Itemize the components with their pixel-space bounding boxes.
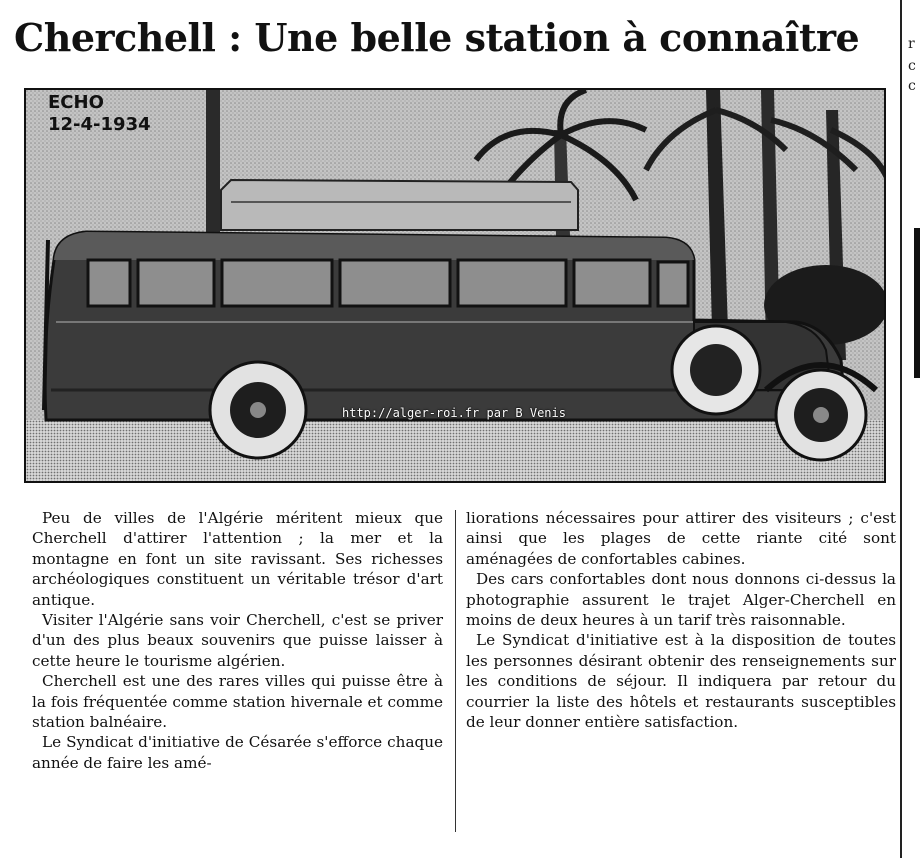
bus-photograph	[24, 88, 886, 483]
vintage-bus-photo	[26, 90, 886, 483]
paragraph: Peu de villes de l'Algérie méritent mieux que Cherchell d'attirer l'attention ; la mer et la montagne en font un site ravissant. Ses richesses archéologiques constituent un véritable trésor d'art antique.	[32, 509, 443, 609]
paragraph: Des cars confortables dont nous donnons ci-dessus la photographie assurent le trajet Alger-Cherchell en moins de deux heures à un tarif très raisonnable.	[466, 570, 896, 630]
paragraph: liorations nécessaires pour attirer des visiteurs ; c'est ainsi que les plages de cette riante cité sont aménagées de confortables cabines.	[466, 509, 896, 568]
paragraph: Le Syndicat d'initiative est à la disposition de toutes les personnes désirant obtenir des renseignements sur les conditions de séjour. Il indiquera par retour du courrier la liste des hôtels et restaurants susceptibles de leur donner entière satisfaction.	[466, 631, 896, 732]
column-rule	[900, 0, 902, 858]
article-column-right	[466, 508, 896, 732]
photo-source-label	[48, 92, 151, 136]
paragraph: Cherchell est une des rares villes qui puisse être à la fois fréquentée comme station hivernale et comme station balnéaire.	[32, 672, 443, 732]
edge-fragment: c	[908, 78, 916, 94]
paragraph: Visiter l'Algérie sans voir Cherchell, c'est se priver d'un des plus beaux souvenirs que puisse laisser à cette heure le tourisme algérien.	[32, 611, 443, 670]
paragraph: Le Syndicat d'initiative de Césarée s'efforce chaque année de faire les amé-	[32, 733, 443, 772]
article-headline: Cherchell : Une belle station à connaître	[14, 15, 860, 60]
column-divider	[455, 510, 456, 832]
photo-watermark: http://alger-roi.fr par B Venis	[342, 406, 566, 420]
article-column-left	[32, 508, 443, 773]
edge-fragment: r	[908, 36, 915, 52]
photo-source-date: 12-4-1934	[48, 114, 151, 135]
edge-fragment: c	[908, 58, 916, 74]
photo-source-name: ECHO	[48, 92, 104, 113]
edge-bar	[914, 228, 920, 378]
